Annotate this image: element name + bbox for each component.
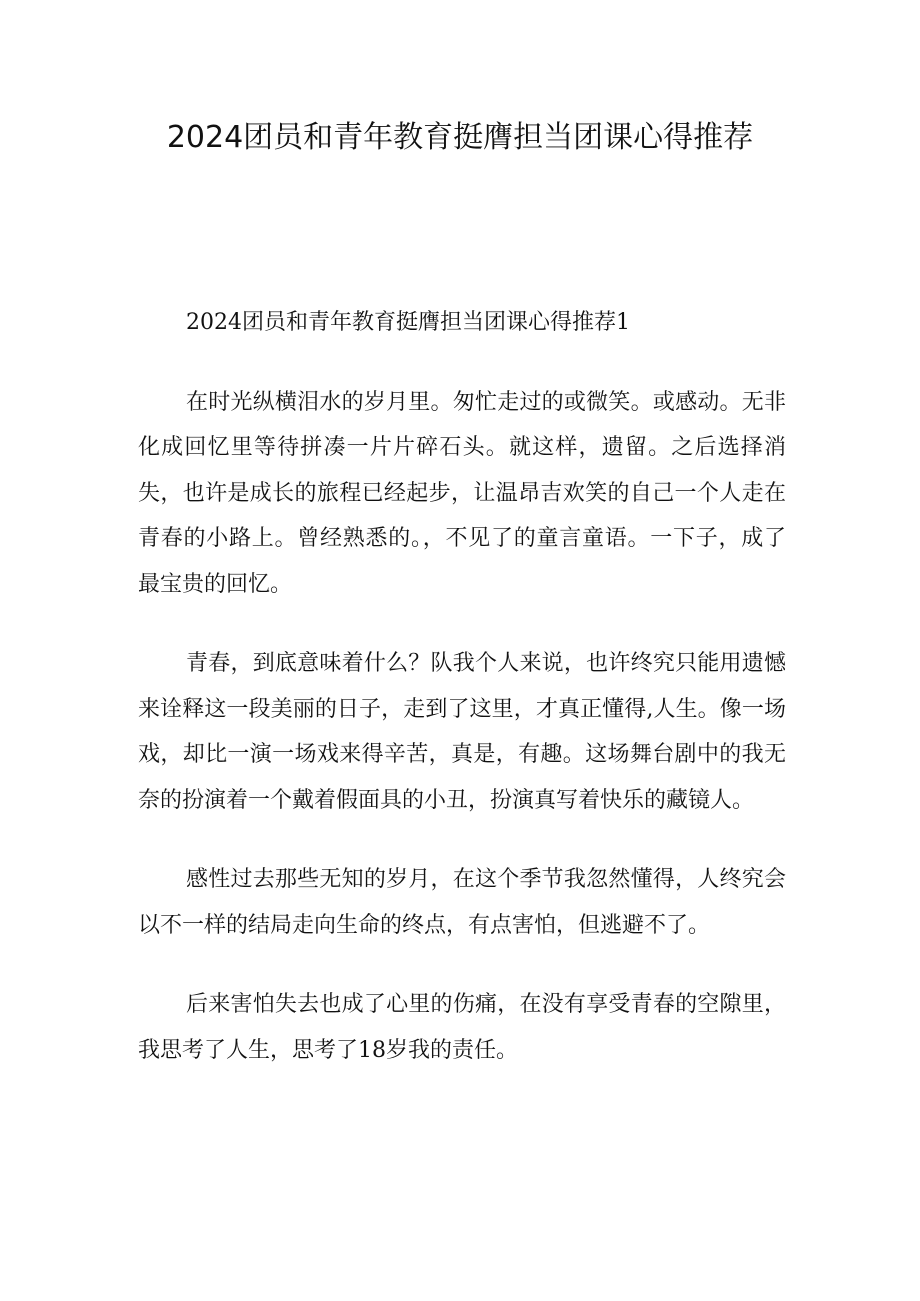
section-heading: 2024团员和青年教育挺膺担当团课心得推荐1 [186,310,630,335]
paragraph-1: 在时光纵横泪水的岁月里。匆忙走过的或微笑。或感动。无非化成回忆里等待拼凑一片片碎石头。就这样，遗留。之后选择消失，也许是成长的旅程已经起步，让温昂吉欢笑的自己一个人走在青春的小路上。曾经熟悉的。，不见了的童言童语。一下子，成了最宝贵的回忆。 [138,389,786,597]
document-body [138,300,786,1107]
paragraph-3: 感性过去那些无知的岁月，在这个季节我忽然懂得，人终究会以不一样的结局走向生命的终点，有点害怕，但逃避不了。 [138,867,786,938]
paragraph-2: 青春，到底意味着什么？队我个人来说，也许终究只能用遗憾来诠释这一段美丽的日子，走到了这里，才真正懂得,人生。像一场戏，却比一演一场戏来得辛苦，真是，有趣。这场舞台剧中的我无奈的扮演着一个戴着假面具的小丑，扮演真写着快乐的藏镜人。 [138,651,786,813]
document-title: 2024团员和青年教育挺膺担当团课心得推荐 [166,120,754,155]
paragraph-4: 后来害怕失去也成了心里的伤痛，在没有享受青春的空隙里，我思考了人生，思考了18岁我的责任。 [138,992,786,1063]
